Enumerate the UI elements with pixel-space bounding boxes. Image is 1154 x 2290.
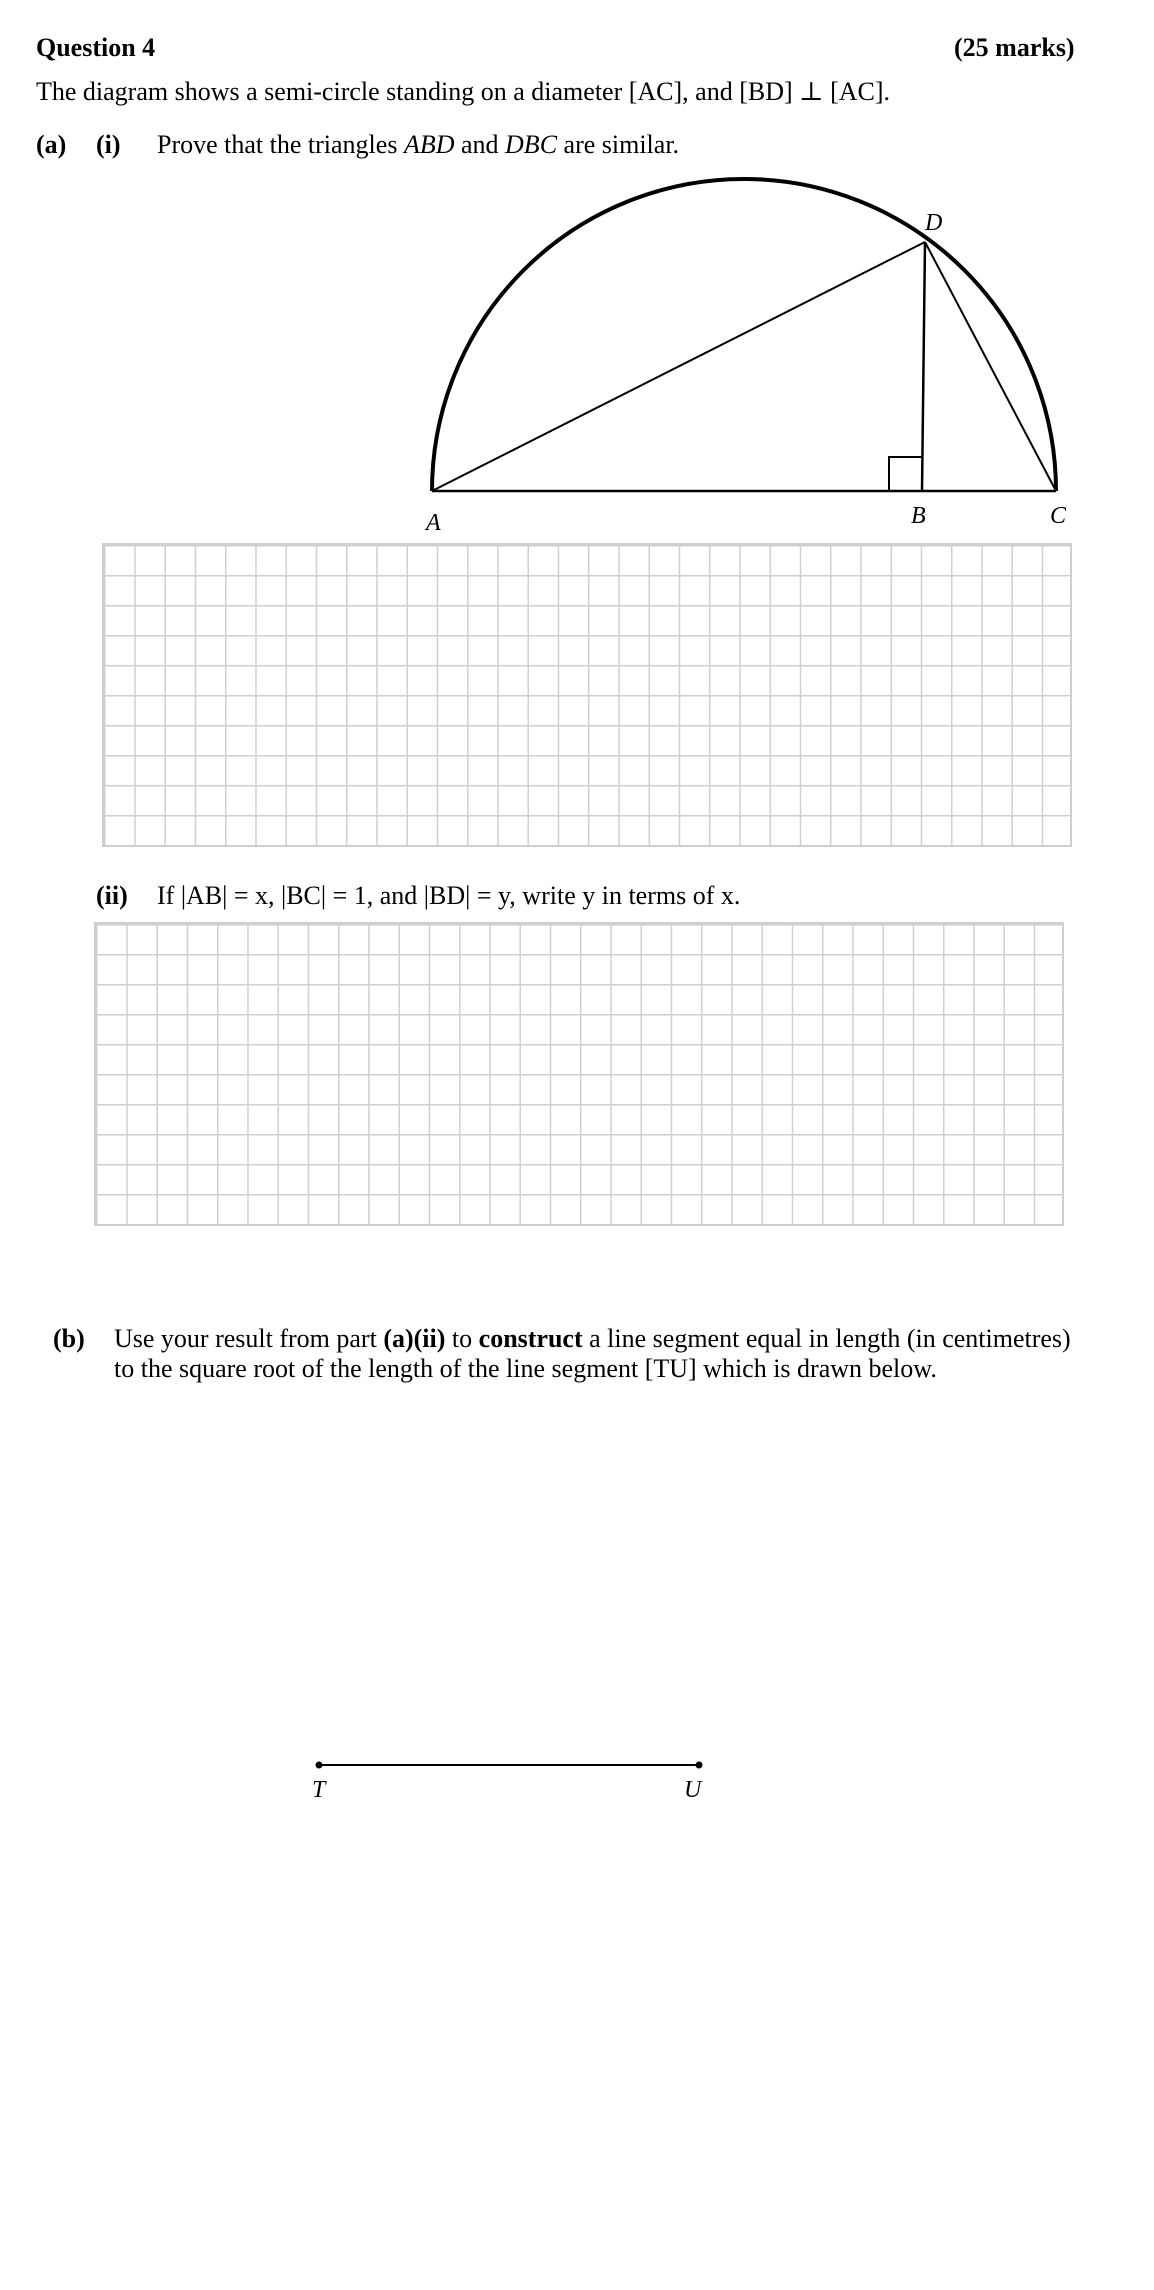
chord-DC [925, 242, 1056, 491]
point-label-B: B [911, 503, 926, 529]
part-a-ii-text: If |AB| = x, |BC| = 1, and |BD| = y, write y in terms of x. [157, 881, 741, 910]
question-intro: The diagram shows a semi-circle standing on a diameter [AC], and [BD] ⊥ [AC]. [36, 77, 891, 106]
answer-grid-2[interactable] [94, 922, 1064, 1226]
chord-AD [432, 242, 925, 491]
question-marks: (25 marks) [954, 33, 1075, 62]
part-a-label: (a) [36, 130, 67, 159]
point-label-T: T [312, 1777, 326, 1803]
point-label-A: A [426, 510, 441, 536]
segment-BD [922, 242, 925, 491]
semicircle-diagram [0, 0, 1154, 560]
part-b-label: (b) [53, 1324, 85, 1353]
point-label-C: C [1050, 503, 1067, 529]
part-b-line2: to the square root of the length of the line segment [TU] which is drawn below. [114, 1354, 937, 1383]
part-a-i-text: Prove that the triangles ABD and DBC are similar. [157, 130, 680, 159]
part-a-ii-label: (ii) [96, 881, 128, 910]
part-a-i-label: (i) [96, 130, 121, 159]
point-U-dot [696, 1762, 703, 1769]
question-title: Question 4 [36, 33, 156, 62]
part-b-line1: Use your result from part (a)(ii) to construct a line segment equal in length (in centimetres) [114, 1324, 1071, 1353]
answer-grid-1[interactable] [102, 543, 1072, 847]
right-angle-marker [889, 457, 922, 491]
point-label-D: D [925, 210, 943, 236]
point-label-U: U [684, 1777, 702, 1803]
segment-TU-diagram [0, 1740, 1154, 1810]
point-T-dot [316, 1762, 323, 1769]
